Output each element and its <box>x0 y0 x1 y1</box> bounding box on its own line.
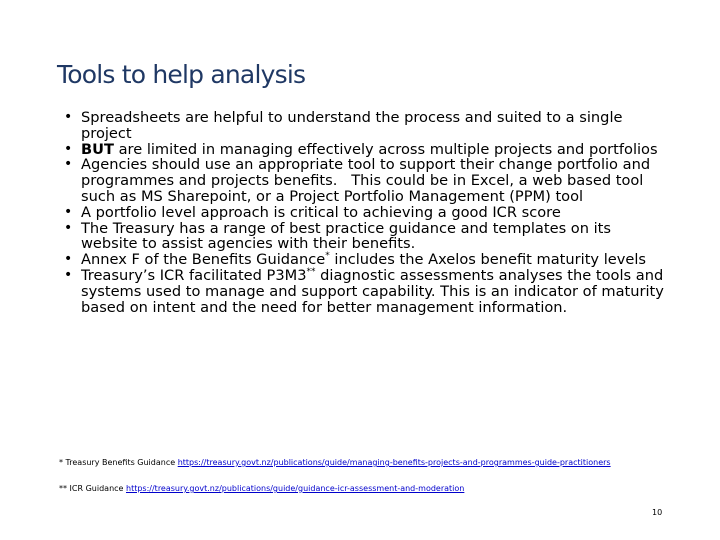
footnote-icr-guidance <box>59 484 639 493</box>
bullet-text-emphasis: BUT <box>81 140 114 158</box>
bullet-dot-icon: • <box>64 203 73 220</box>
bullet-dot-icon: • <box>64 109 73 125</box>
bullet-dot-icon: • <box>64 140 73 157</box>
bullet-dot-icon: • <box>64 156 73 173</box>
bullet-dot-icon: • <box>64 251 73 268</box>
bullet-item <box>64 205 664 221</box>
bullet-text: Agencies should use an appropriate tool to support their change portfolio and programmes and projects benefits. This could be in Excel, a web based tool such as MS Sharepoint, or a Project Portfolio Management (PPM) tool <box>81 156 655 205</box>
page-number: 10 <box>652 508 663 517</box>
footnote-benefits-guidance <box>59 458 639 467</box>
bullet-item <box>64 110 664 142</box>
icr-guidance-link[interactable]: https://treasury.govt.nz/publications/guide/guidance-icr-assessment-and-moderation <box>126 484 465 493</box>
bullet-text: A portfolio level approach is critical to achieving a good ICR score <box>81 203 561 221</box>
bullet-item <box>64 252 664 268</box>
benefits-guidance-link[interactable]: https://treasury.govt.nz/publications/guide/managing-benefits-projects-and-programmes-guide-practitioners <box>177 458 611 467</box>
footnote-marker: ** <box>306 267 316 278</box>
bullet-item <box>64 142 664 158</box>
slide-title: Tools to help analysis <box>57 60 306 89</box>
bullet-text: includes the Axelos benefit maturity levels <box>329 251 646 269</box>
bullet-text: Spreadsheets are helpful to understand the process and suited to a single project <box>81 109 628 142</box>
bullet-text: are limited in managing effectively across multiple projects and portfolios <box>113 140 658 158</box>
footnote-label: ** ICR Guidance <box>59 484 126 493</box>
bullet-text: Treasury’s ICR facilitated P3M3 <box>81 266 307 284</box>
bullet-item <box>64 266 669 316</box>
footnotes <box>59 458 639 510</box>
bullet-text: Annex F of the Benefits Guidance <box>81 251 326 269</box>
bullet-text: diagnostic assessments analyses the tools and systems used to manage and support capability. This is an indicator of maturity based on intent and the need for better management information. <box>81 266 669 316</box>
footnote-label: * Treasury Benefits Guidance <box>59 458 178 467</box>
bullet-list <box>64 109 669 316</box>
footnote-marker: * <box>325 251 330 262</box>
bullet-item <box>64 221 664 253</box>
bullet-dot-icon: • <box>64 219 73 236</box>
bullet-dot-icon: • <box>64 266 73 283</box>
bullet-item <box>64 157 664 204</box>
bullet-text: The Treasury has a range of best practice guidance and templates on its website to assist agencies with their benefits. <box>81 219 616 253</box>
